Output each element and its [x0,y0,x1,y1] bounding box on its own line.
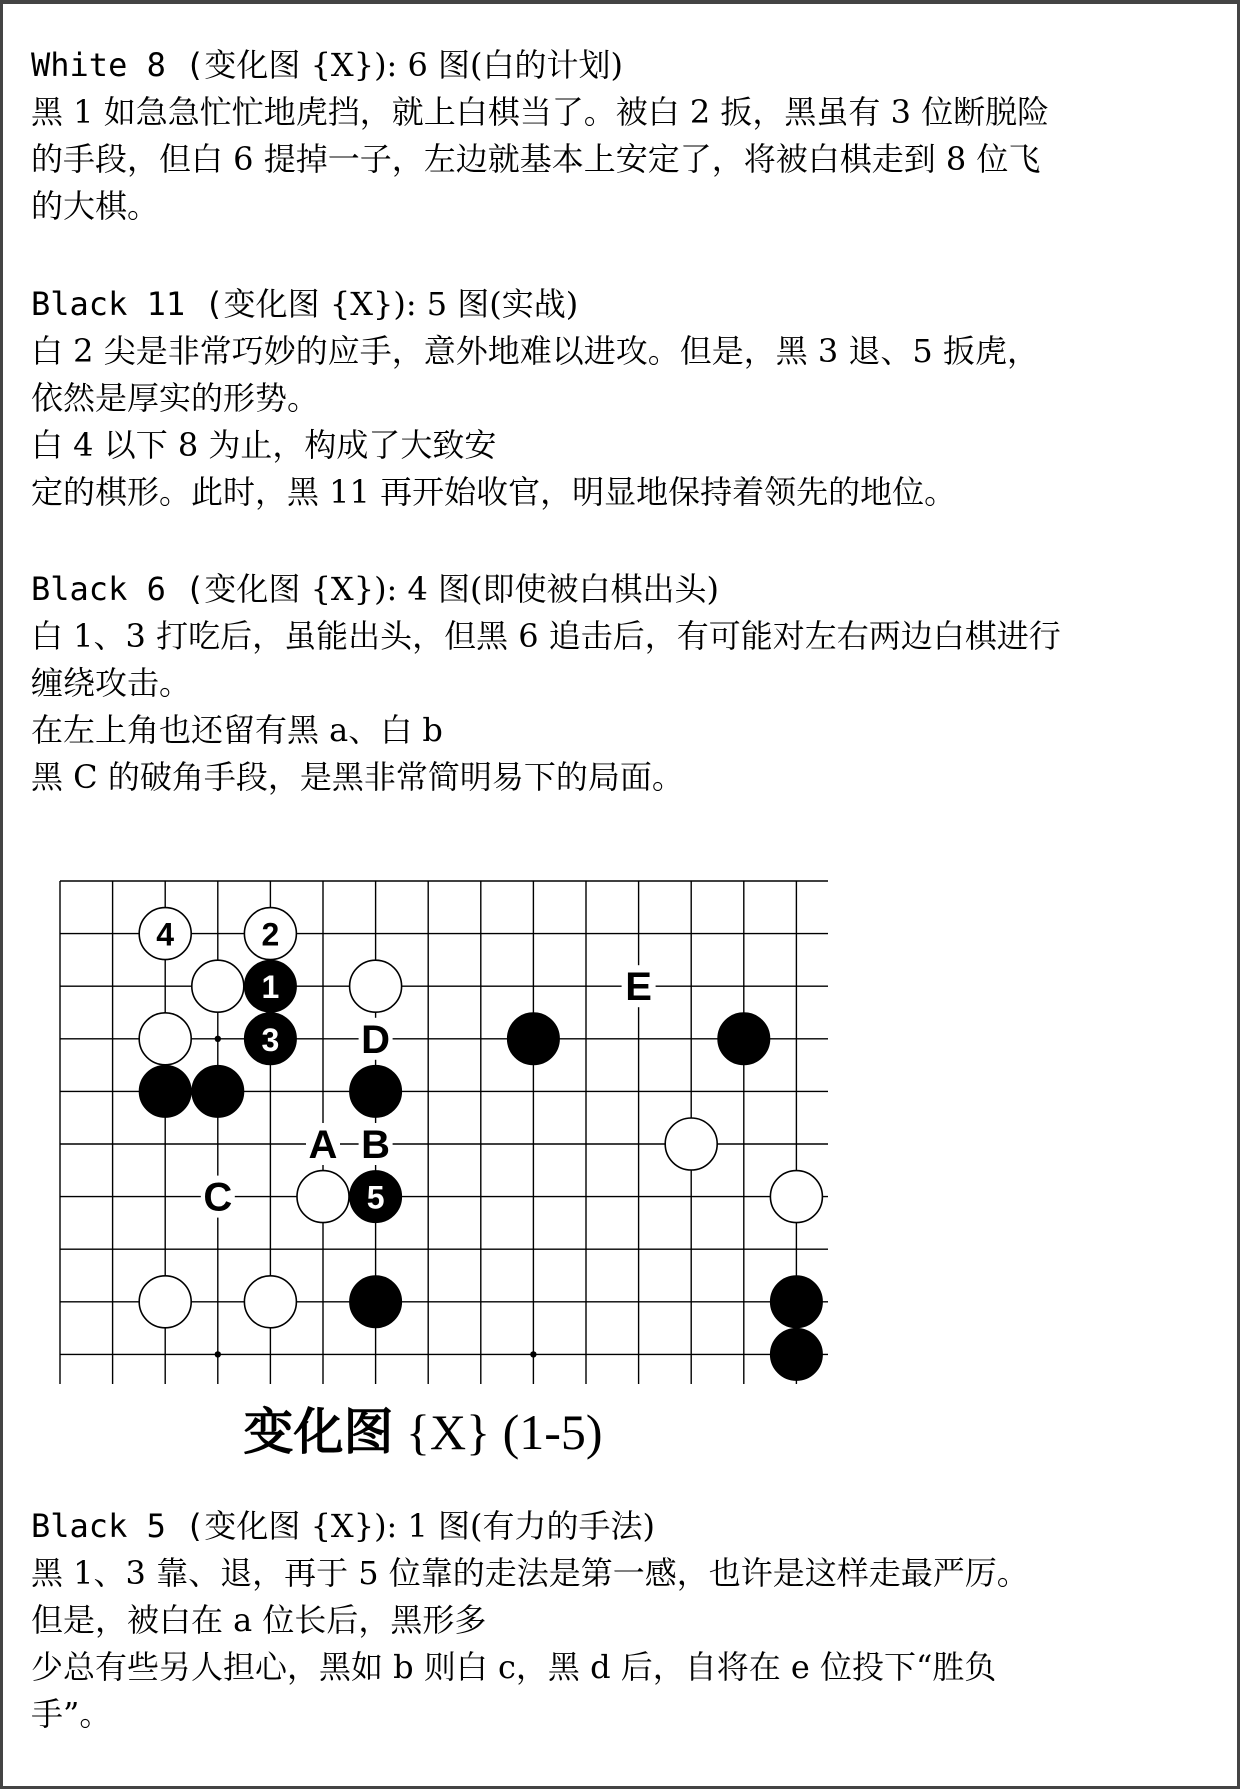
black-stone [350,1276,402,1328]
black-stone [770,1276,822,1328]
black-stone-number: 3 [261,1021,280,1058]
paragraph-line: 白 2 尖是非常巧妙的应手，意外地难以进攻。但是，黑 3 退、5 扳虎， [31,332,1039,370]
white-stone [665,1118,717,1170]
black-stone [718,1013,770,1065]
black-stone-number: 5 [366,1179,385,1216]
point-label: E [625,965,652,1010]
black-stone [770,1328,822,1380]
paragraph-line: 手”。 [31,1695,112,1733]
star-point [215,1036,221,1042]
white-stone-number: 2 [261,916,280,953]
black-stone [507,1013,559,1065]
point-label: C [203,1175,233,1220]
section-black-6 [31,566,1221,801]
black-stone-number: 1 [261,969,280,1006]
paragraph-line: 的大棋。 [31,187,160,225]
white-stone [139,1276,191,1328]
point-label: B [361,1123,391,1167]
paragraph-line: 依然是厚实的形势。 [31,379,320,417]
paragraph-line: 少总有些另人担心，黑如 b 则白 c，黑 d 后，自将在 e 位投下“胜负 [31,1648,997,1686]
white-stone [350,960,402,1012]
point-label: D [361,1017,391,1062]
white-stone [192,960,244,1012]
white-stone [244,1276,296,1328]
section-white-8 [31,42,1221,230]
paragraph-line: 黑 1、3 靠、退，再于 5 位靠的走法是第一感，也许是这样走最严厉。 [31,1554,1029,1592]
paragraph-line: 白 1、3 打吃后，虽能出头，但黑 6 追击后，有可能对左右两边白棋进行 [31,617,1061,655]
white-stone [297,1171,349,1223]
paragraph-line: 在左上角也还留有黑 a、白 b [31,711,443,749]
caption-suffix: {X} (1-5) [393,1404,603,1460]
go-board-diagram [43,864,843,1394]
paragraph-line: 的手段，但白 6 提掉一子，左边就基本上安定了，将被白棋走到 8 位飞 [31,140,1041,178]
black-stone [350,1065,402,1117]
diagram-caption [3,1392,843,1464]
section-black-11 [31,281,1221,516]
caption-main: 变化图 [243,1403,394,1461]
section-heading: Black 11 (变化图 {X}): 5 图(实战) [31,285,579,323]
star-point [215,1351,221,1357]
white-stone [139,1013,191,1065]
paragraph-line: 但是，被白在 a 位长后，黑形多 [31,1601,487,1639]
white-stone [770,1171,822,1223]
section-heading: Black 5 (变化图 {X}): 1 图(有力的手法) [31,1507,656,1545]
white-stone-number: 4 [156,916,175,953]
paragraph-line: 定的棋形。此时，黑 11 再开始收官，明显地保持着领先的地位。 [31,473,957,511]
point-label: A [308,1123,338,1167]
paragraph-line: 白 4 以下 8 为止，构成了大致安 [31,426,497,464]
paragraph-line: 黑 1 如急急忙忙地虎挡，就上白棋当了。被白 2 扳，黑虽有 3 位断脱险 [31,93,1050,131]
section-black-5 [31,1503,1221,1738]
section-heading: Black 6 (变化图 {X}): 4 图(即使被白棋出头) [31,570,720,608]
section-heading: White 8 (变化图 {X}): 6 图(白的计划) [31,46,624,84]
star-point [530,1351,536,1357]
black-stone [192,1065,244,1117]
black-stone [139,1065,191,1117]
paragraph-line: 缠绕攻击。 [31,664,192,702]
paragraph-line: 黑 C 的破角手段，是黑非常简明易下的局面。 [31,758,684,796]
